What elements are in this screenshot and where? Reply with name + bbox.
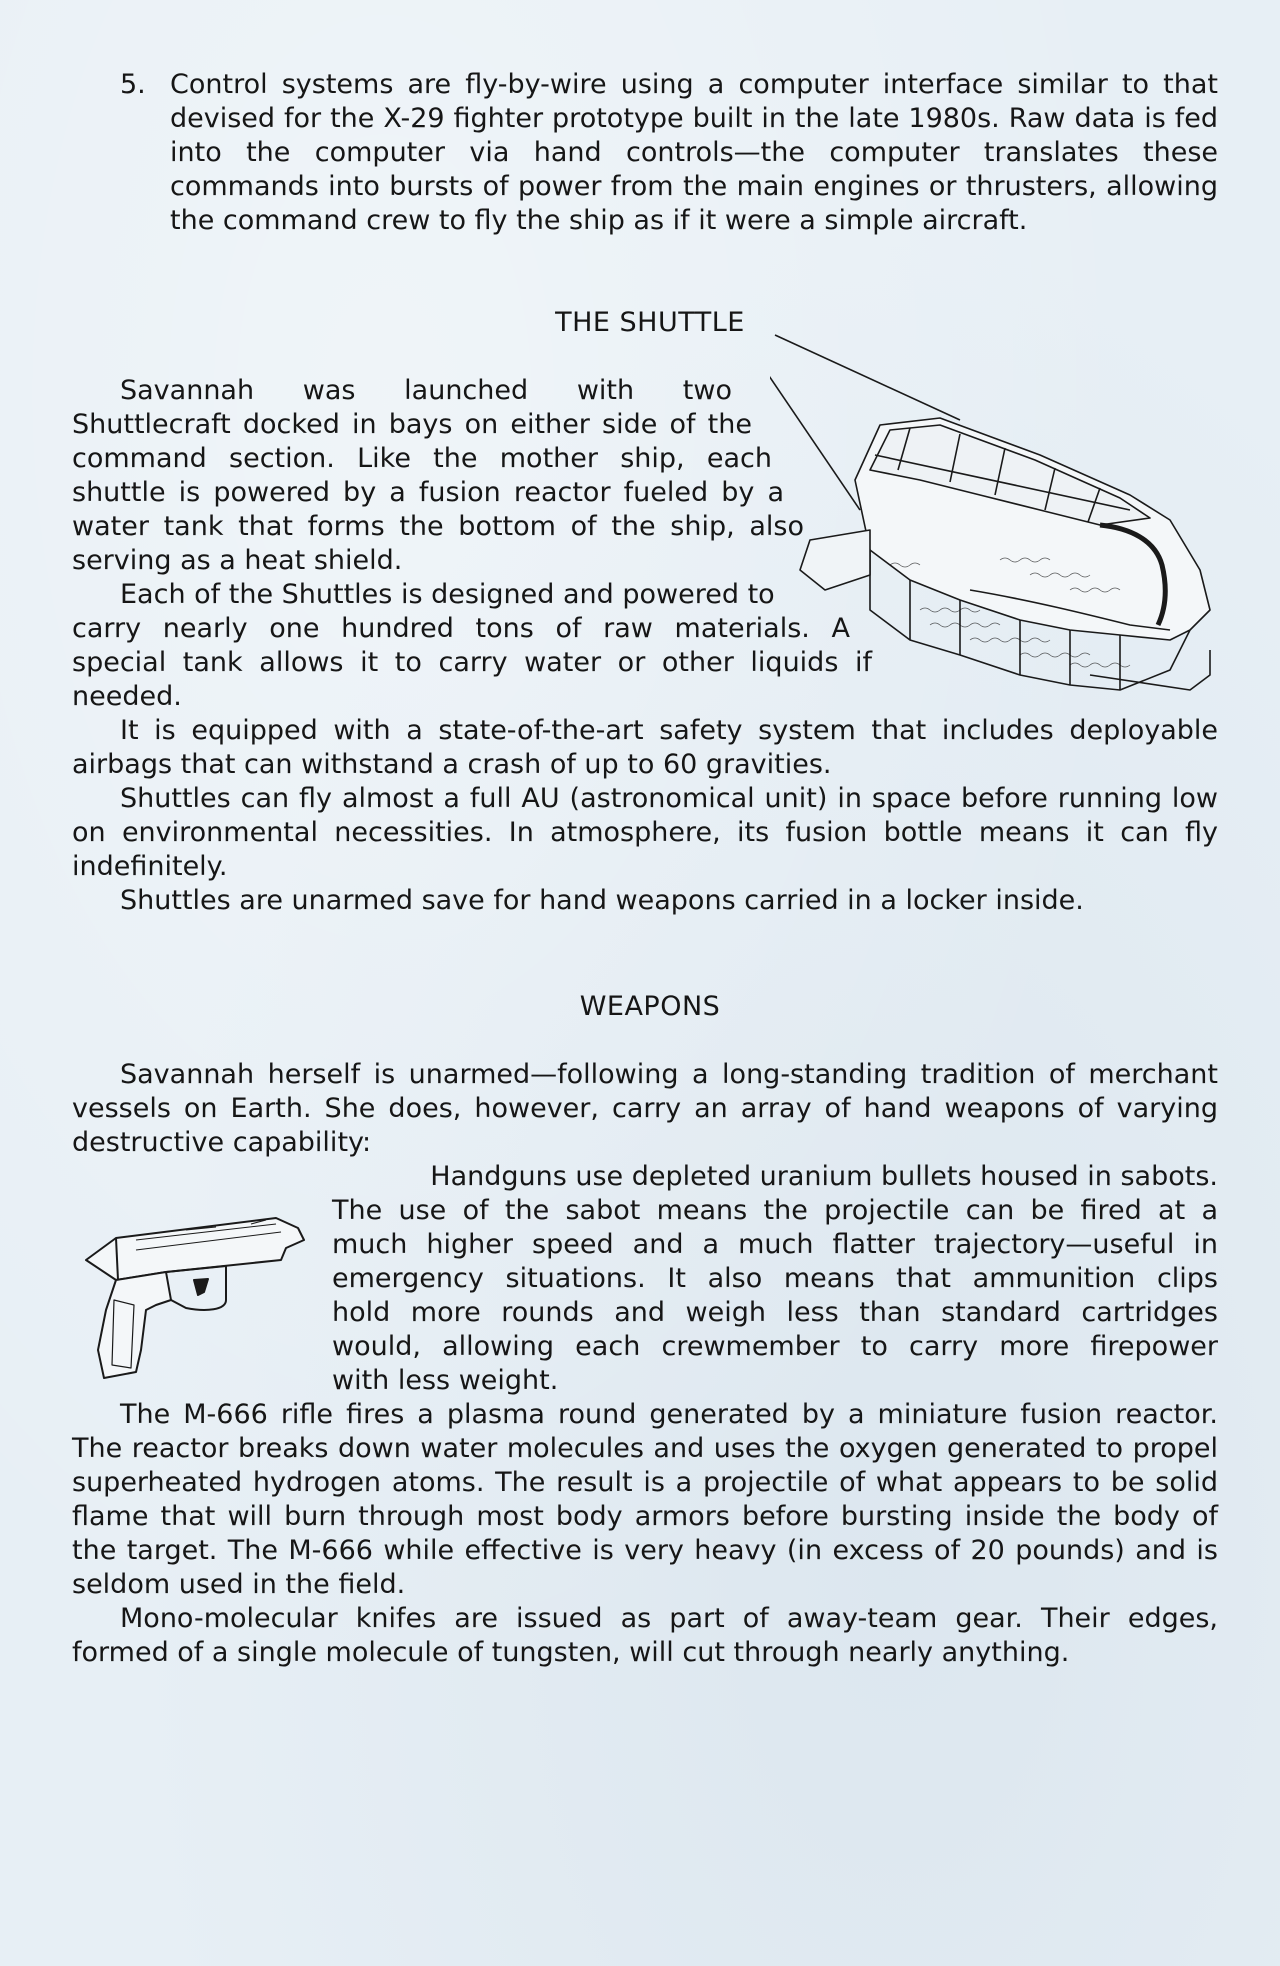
weapons-section	[72, 1058, 1218, 1670]
text-line: hold more rounds and weigh less than standard cartridges	[332, 1297, 1218, 1328]
text-line: serving as a heat shield.	[72, 545, 403, 576]
text-line: Handguns use depleted uranium bullets housed in sabots.	[430, 1161, 1218, 1192]
text-line: water tank that forms the bottom of the ship, also	[72, 511, 804, 542]
rifle-paragraph: The M-666 rifle fires a plasma round generated by a miniature fusion reactor. The reactor breaks down water molecules and uses the oxygen generated to propel superheated hydrogen atoms. The result is a projectile of what appears to be solid flame that will burn through most body armors before bursting inside the body of the target. The M-666 while effective is very heavy (in excess of 20 pounds) and is seldom used in the field.	[72, 1399, 1218, 1600]
shuttle-paragraph-1	[72, 374, 1218, 578]
text-line: would, allowing each crewmember to carry more firepower	[332, 1331, 1218, 1362]
text-line: with less weight.	[332, 1365, 559, 1396]
section-heading-shuttle: THE SHUTTLE	[555, 307, 745, 338]
text-line: Shuttlecraft docked in bays on either side of the	[72, 409, 752, 440]
text-line: much higher speed and a much flatter trajectory—useful in	[332, 1229, 1218, 1260]
list-item-text: Control systems are fly-by-wire using a computer interface similar to that devised for the X-29 fighter prototype built in the late 1980s. Raw data is fed into the computer via hand controls—the computer translates these commands into bursts of power from the main engines or thrusters, allowing the command crew to fly the ship as if it were a simple aircraft.	[170, 69, 1218, 236]
text-line: emergency situations. It also means that ammunition clips	[332, 1263, 1218, 1294]
list-number: 5.	[120, 69, 146, 100]
weapons-intro: Savannah herself is unarmed—following a long-standing tradition of merchant vessels on Earth. She does, however, carry an array of hand weapons of varying destructive capability:	[72, 1059, 1218, 1158]
text-line: special tank allows it to carry water or other liquids if	[72, 647, 872, 678]
text-line: command section. Like the mother ship, each	[72, 443, 772, 474]
text-line: carry nearly one hundred tons of raw materials. A	[72, 613, 850, 644]
list-item-5	[120, 68, 1218, 238]
text-line: The use of the sabot means the projectile can be fired at a	[332, 1195, 1218, 1226]
knives-paragraph: Mono-molecular knifes are issued as part of away-team gear. Their edges, formed of a single molecule of tungsten, will cut through nearly anything.	[72, 1603, 1218, 1668]
shuttle-section	[72, 374, 1218, 918]
section-heading-weapons: WEAPONS	[579, 991, 721, 1022]
shuttle-paragraph-4: Shuttles can fly almost a full AU (astronomical unit) in space before running low on environmental necessities. In atmosphere, its fusion bottle means it can fly indefinitely.	[72, 783, 1218, 882]
shuttle-paragraph-5: Shuttles are unarmed save for hand weapons carried in a locker inside.	[120, 885, 1084, 916]
handguns-paragraph	[332, 1160, 1218, 1398]
shuttle-paragraph-3: It is equipped with a state-of-the-art safety system that includes deployable airbags that can withstand a crash of up to 60 gravities.	[72, 715, 1218, 780]
text-line: shuttle is powered by a fusion reactor fueled by a	[72, 477, 784, 508]
text-line: Savannah was launched with two	[120, 375, 732, 406]
text-line: needed.	[72, 681, 182, 712]
shuttle-paragraph-2	[72, 578, 1218, 714]
text-line: Each of the Shuttles is designed and powered to	[120, 579, 775, 610]
